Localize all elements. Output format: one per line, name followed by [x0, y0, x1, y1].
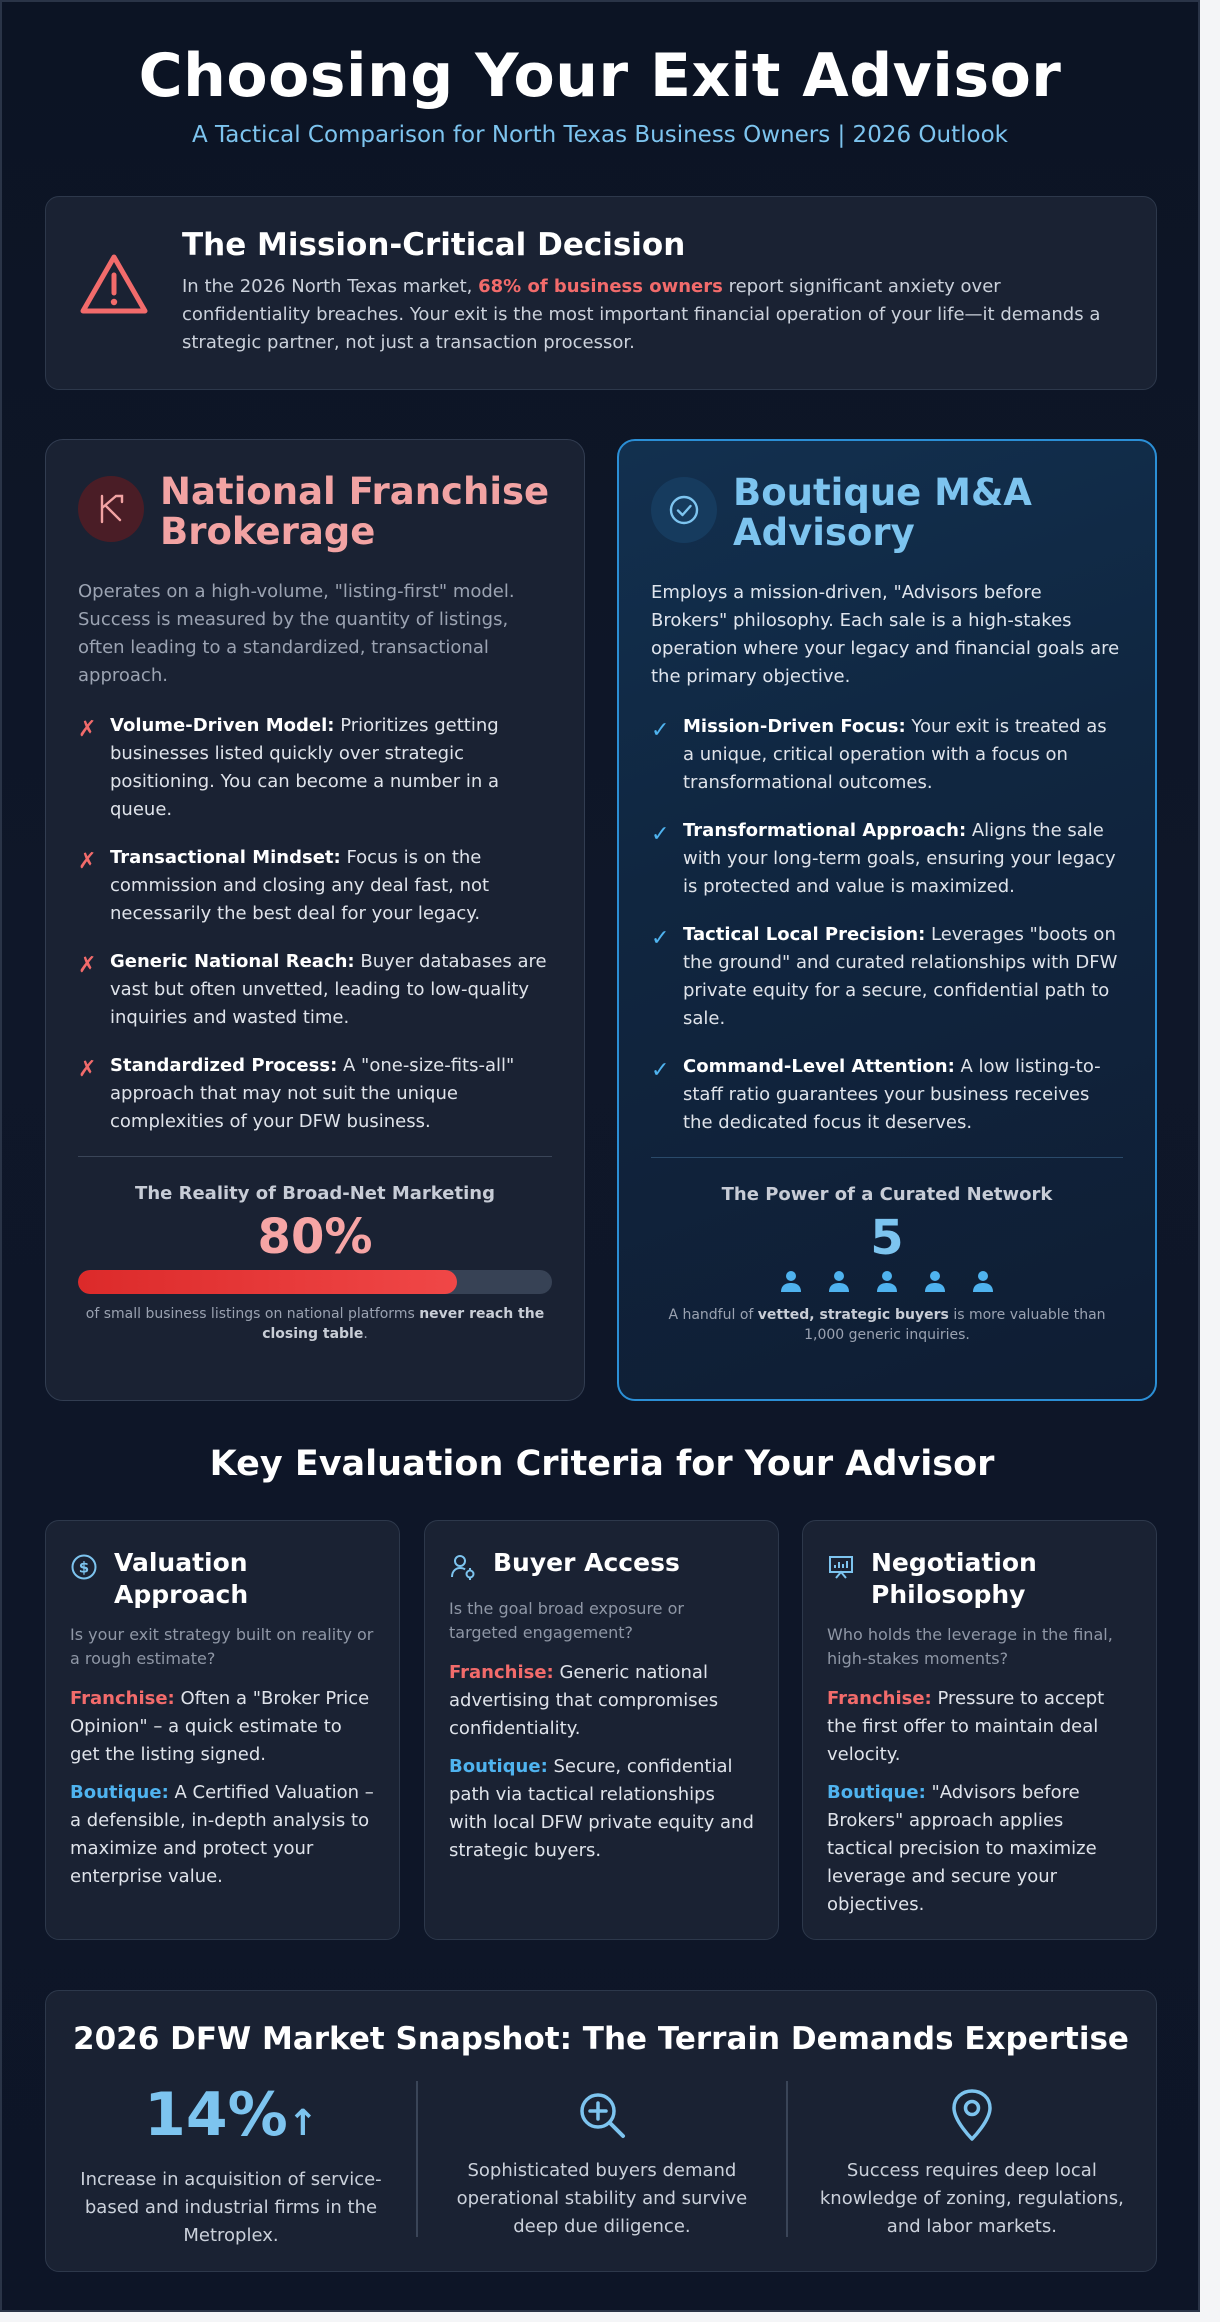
check-icon: ✓	[651, 718, 670, 743]
up-arrow-icon: ↑	[287, 2103, 318, 2144]
map-pin-icon	[949, 2087, 995, 2143]
criteria-franchise-text: Franchise: Often a "Broker Price Opinion" – a quick estimate to get the listing signed.	[70, 1688, 370, 1765]
snapshot-diligence	[416, 2081, 786, 2237]
cross-icon: ✗	[78, 1057, 97, 1082]
criteria-card-title: Valuation Approach	[114, 1548, 249, 1609]
boutique-point: ✓ Command-Level Attention: A low listing-to-staff ratio guarantees your business receives the dedicated focus it deserves.	[651, 1053, 1123, 1137]
check-icon: ✓	[651, 822, 670, 847]
franchise-stat-value: 80%	[257, 1209, 373, 1265]
snapshot-stat-text: Increase in acquisition of service-based and industrial firms in the Metroplex.	[80, 2169, 382, 2246]
franchise-point: ✗ Generic National Reach: Buyer databases are vast but often unvetted, leading to low-quality inquiries and wasted time.	[78, 948, 552, 1032]
page-subtitle: A Tactical Comparison for North Texas Business Owners | 2026 Outlook	[192, 122, 1008, 148]
criteria-card-title: Negotiation Philosophy	[871, 1548, 1037, 1609]
person-icon	[875, 1269, 899, 1293]
boutique-column	[617, 439, 1157, 1401]
mission-card	[45, 196, 1157, 390]
person-icon	[923, 1269, 947, 1293]
criteria-boutique-text: Boutique: "Advisors before Brokers" approach applies tactical precision to maximize leverage and secure your objectives.	[827, 1782, 1097, 1915]
check-icon: ✓	[651, 926, 670, 951]
snapshot-title: 2026 DFW Market Snapshot: The Terrain Demands Expertise	[73, 2021, 1129, 2057]
criteria-card-negotiation	[802, 1520, 1157, 1940]
franchise-points	[78, 712, 552, 1136]
boutique-divider	[651, 1157, 1123, 1158]
market-snapshot-card	[45, 1990, 1157, 2272]
boutique-badge	[651, 477, 717, 543]
franchise-progress-bar	[78, 1270, 552, 1294]
boutique-points	[651, 713, 1123, 1137]
criteria-card-question: Is your exit strategy built on reality or a rough estimate?	[70, 1625, 374, 1668]
mission-title: The Mission-Critical Decision	[182, 227, 686, 263]
snapshot-stat-value: 14%↑	[144, 2080, 318, 2150]
criteria-boutique-text: Boutique: A Certified Valuation – a defensible, in-depth analysis to maximize and protect your enterprise value.	[70, 1782, 374, 1887]
boutique-stat-note: A handful of vetted, strategic buyers is more valuable than 1,000 generic inquiries.	[668, 1307, 1106, 1343]
cross-icon: ✗	[78, 849, 97, 874]
boutique-stat-value: 5	[870, 1210, 904, 1266]
warning-triangle-icon	[79, 253, 149, 315]
user-network-icon	[449, 1553, 477, 1581]
criteria-card-question: Is the goal broad exposure or targeted engagement?	[449, 1599, 684, 1642]
franchise-badge	[78, 476, 144, 542]
broken-arrow-icon	[94, 492, 128, 526]
snapshot-stat	[46, 2080, 416, 2246]
franchise-point: ✗ Standardized Process: A "one-size-fits-all" approach that may not suit the unique complexities of your DFW business.	[78, 1052, 552, 1136]
criteria-title: Key Evaluation Criteria for Your Advisor	[209, 1444, 995, 1484]
boutique-description: Employs a mission-driven, "Advisors before Brokers" philosophy. Each sale is a high-stakes operation where your legacy and financial goals are the primary objective.	[651, 582, 1120, 687]
check-icon: ✓	[651, 1058, 670, 1083]
franchise-divider	[78, 1156, 552, 1157]
page-title: Choosing Your Exit Advisor	[138, 41, 1062, 111]
boutique-stat-label: The Power of a Curated Network	[721, 1184, 1053, 1205]
mission-highlight: 68% of business owners	[478, 276, 723, 297]
boutique-point: ✓ Tactical Local Precision: Leverages "boots on the ground" and curated relationships with DFW private equity for a secure, confidential path to sale.	[651, 921, 1123, 1033]
franchise-stat-note: of small business listings on national platforms never reach the closing table.	[85, 1306, 545, 1342]
cross-icon: ✗	[78, 953, 97, 978]
hero-header	[2, 2, 1198, 148]
svg-text:$: $	[78, 1558, 90, 1577]
criteria-franchise-text: Franchise: Generic national advertising that compromises confidentiality.	[449, 1662, 719, 1739]
boutique-title: Boutique M&A Advisory	[733, 471, 1032, 554]
criteria-card-question: Who holds the leverage in the final, high-stakes moments?	[827, 1625, 1113, 1668]
franchise-column	[45, 439, 585, 1401]
franchise-progress-fill	[78, 1270, 457, 1294]
buyer-people-icons	[651, 1269, 1123, 1295]
person-icon	[779, 1269, 803, 1293]
franchise-point: ✗ Volume-Driven Model: Prioritizes getting businesses listed quickly over strategic positioning. You can become a number in a queue.	[78, 712, 552, 824]
boutique-point: ✓ Mission-Driven Focus: Your exit is treated as a unique, critical operation with a focus on transformational outcomes.	[651, 713, 1123, 797]
criteria-card-title: Buyer Access	[493, 1548, 680, 1577]
snapshot-diligence-text: Sophisticated buyers demand operational stability and survive deep due diligence.	[456, 2160, 748, 2237]
zoom-in-icon	[575, 2088, 629, 2142]
franchise-point: ✗ Transactional Mindset: Focus is on the commission and closing any deal fast, not necessarily the best deal for your legacy.	[78, 844, 552, 928]
franchise-description: Operates on a high-volume, "listing-first" model. Success is measured by the quantity of listings, often leading to a standardized, transactional approach.	[78, 581, 515, 686]
dollar-circle-icon	[70, 1553, 98, 1581]
criteria-franchise-text: Franchise: Pressure to accept the first offer to maintain deal velocity.	[827, 1688, 1105, 1765]
criteria-card-valuation	[45, 1520, 400, 1940]
franchise-stat-label: The Reality of Broad-Net Marketing	[135, 1183, 495, 1204]
snapshot-local-text: Success requires deep local knowledge of zoning, regulations, and labor markets.	[819, 2160, 1124, 2237]
check-circle-icon	[667, 493, 701, 527]
snapshot-local	[786, 2081, 1156, 2237]
criteria-card-buyer-access	[424, 1520, 779, 1940]
person-icon	[971, 1269, 995, 1293]
mission-text: In the 2026 North Texas market, 68% of business owners report significant anxiety over confidentiality breaches. Your exit is the most important financial operation of your life—it demands a strategic partner, not just a transaction processor.	[182, 276, 1101, 353]
presentation-chart-icon	[827, 1553, 855, 1581]
boutique-point: ✓ Transformational Approach: Aligns the sale with your long-term goals, ensuring your legacy is protected and value is maximized.	[651, 817, 1123, 901]
franchise-title: National Franchise Brokerage	[160, 470, 550, 553]
criteria-boutique-text: Boutique: Secure, confidential path via tactical relationships with local DFW private equity and strategic buyers.	[449, 1756, 754, 1861]
cross-icon: ✗	[78, 717, 97, 742]
person-icon	[827, 1269, 851, 1293]
